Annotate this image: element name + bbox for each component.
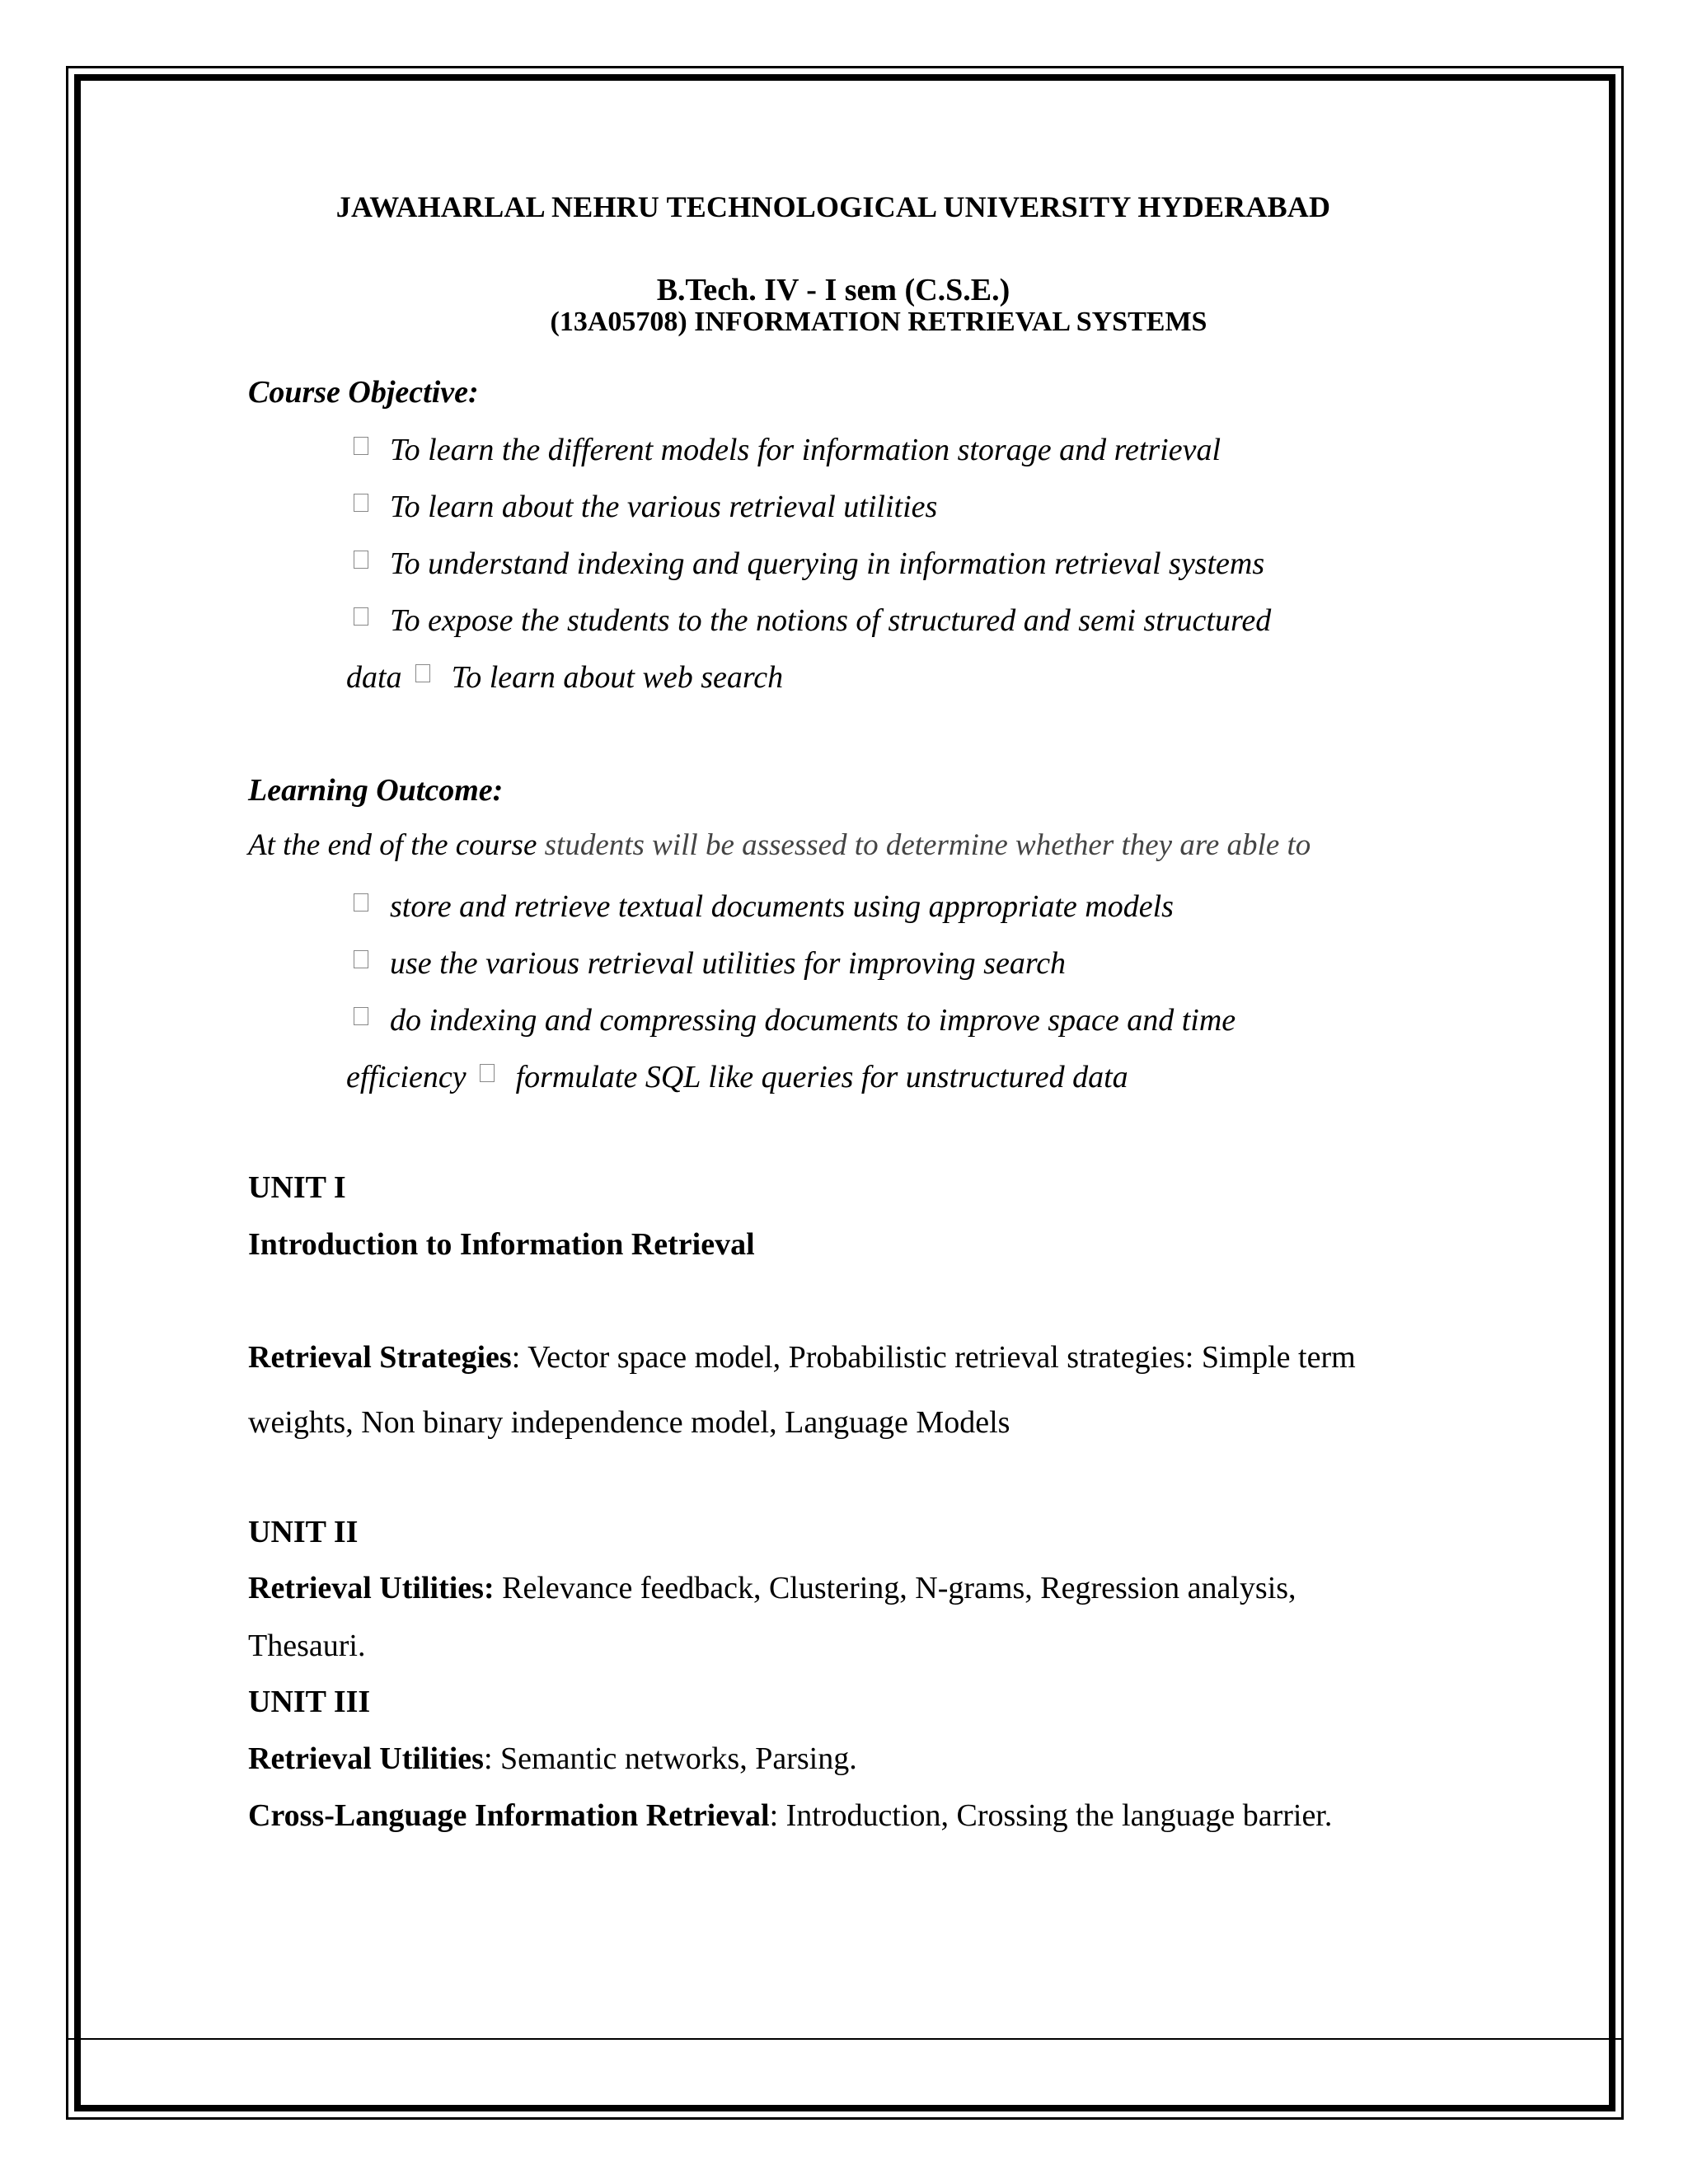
objective-item: To expose the students to the notions of structured and semi structured — [354, 602, 1271, 639]
unit-1-subtitle: Introduction to Information Retrieval — [248, 1227, 755, 1262]
unit-3-cross-language-line: Cross-Language Information Retrieval: Introduction, Crossing the language barrier. — [248, 1798, 1333, 1833]
outcome-item: use the various retrieval utilities for improving search — [354, 945, 1066, 982]
objective-item: To understand indexing and querying in information retrieval systems — [354, 546, 1264, 582]
unit-2-utilities-line-2: Thesauri. — [248, 1629, 366, 1663]
bullet-box-icon — [354, 893, 368, 912]
footer-rule — [66, 2038, 1624, 2040]
learning-outcome-intro: At the end of the course students will be assessed to determine whether they are able to — [248, 828, 1311, 862]
unit-2-utilities-line-1: Retrieval Utilities: Relevance feedback, Clustering, N-grams, Regression analysis, — [248, 1571, 1296, 1605]
unit-3-utilities-line: Retrieval Utilities: Semantic networks, Parsing. — [248, 1741, 857, 1776]
bullet-box-icon — [354, 950, 368, 968]
bullet-box-icon — [480, 1064, 495, 1082]
unit-3-title: UNIT III — [248, 1685, 371, 1719]
bullet-box-icon — [354, 1007, 368, 1025]
unit-1-strategies-line-2: weights, Non binary independence model, Language Models — [248, 1405, 1010, 1440]
unit-1-title: UNIT I — [248, 1170, 346, 1205]
learning-outcome-heading: Learning Outcome: — [248, 773, 504, 808]
outcome-item: do indexing and compressing documents to improve space and time — [354, 1002, 1236, 1038]
bullet-box-icon — [354, 607, 368, 626]
degree-title: B.Tech. IV - I sem (C.S.E.) — [656, 273, 1010, 307]
unit-2-title: UNIT II — [248, 1515, 359, 1549]
unit-1-strategies-line-1: Retrieval Strategies: Vector space model, Probabilistic retrieval strategies: Simple term — [248, 1340, 1356, 1375]
bullet-box-icon — [354, 551, 368, 569]
bullet-box-icon — [354, 494, 368, 512]
bullet-box-icon — [354, 437, 368, 455]
objective-item-wrapped: data To learn about web search — [346, 660, 784, 695]
objective-item: To learn the different models for information storage and retrieval — [354, 432, 1221, 468]
course-title: (13A05708) INFORMATION RETRIEVAL SYSTEMS — [550, 307, 1207, 337]
outcome-item-wrapped: efficiency formulate SQL like queries for unstructured data — [346, 1060, 1128, 1094]
objective-item: To learn about the various retrieval utilities — [354, 489, 937, 525]
course-objective-heading: Course Objective: — [248, 375, 479, 410]
university-title: JAWAHARLAL NEHRU TECHNOLOGICAL UNIVERSITY HYDERABAD — [335, 190, 1331, 223]
outcome-item: store and retrieve textual documents using appropriate models — [354, 888, 1174, 925]
bullet-box-icon — [415, 664, 430, 682]
